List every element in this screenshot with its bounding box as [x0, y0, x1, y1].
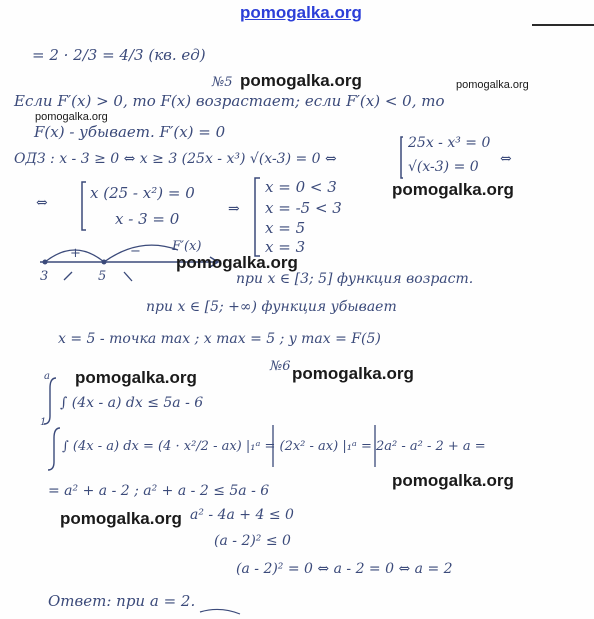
- line-decreasing-derivative: F(x) - убывает. F′(x) = 0: [34, 123, 226, 141]
- line-square: (a - 2)² ≤ 0: [214, 533, 291, 549]
- integral-upper-limit: a: [44, 371, 50, 382]
- watermark: pomogalka.org: [392, 471, 514, 490]
- watermark: pomogalka.org: [240, 71, 362, 90]
- line-solution: (a - 2)² = 0 ⇔ a - 2 = 0 ⇔ a = 2: [236, 561, 453, 577]
- tick-label-3: 3: [40, 269, 49, 284]
- system-brace-1: [401, 137, 403, 178]
- point-3: [43, 260, 48, 265]
- implies-sign: ⇒: [228, 201, 240, 217]
- integral-sign-2: [48, 428, 60, 470]
- line-max-point: x = 5 - точка max ; x max = 5 ; y max = F(5): [58, 331, 381, 347]
- watermark: pomogalka.org: [35, 111, 108, 123]
- line-area-result: = 2 · 2/3 = 4/3 (кв. ед): [32, 46, 206, 64]
- line-integral-evaluation: ∫ (4x - a) dx = (4 · x²/2 - ax) |₁ᵃ = (2x² - ax) |₁ᵃ = 2a² - a² - 2 + a =: [62, 439, 486, 454]
- watermark: pomogalka.org: [176, 253, 298, 272]
- line-inequality: ∫ (4x - a) dx ≤ 5a - 6: [60, 395, 204, 411]
- increase-arrow: [64, 272, 72, 280]
- sign-arc-minus: [104, 245, 178, 262]
- line-increasing-interval: при x ∈ [3; 5] функция возраст.: [236, 271, 474, 287]
- sign-minus: −: [130, 244, 141, 259]
- point-5: [102, 260, 107, 265]
- line-domain-equation: ОДЗ : x - 3 ≥ 0 ⇔ x ≥ 3 (25x - x³) √(x-3) = 0 ⇔: [14, 151, 337, 167]
- system-factor-eq: x (25 - x²) = 0: [90, 184, 195, 202]
- watermark: pomogalka.org: [292, 364, 414, 383]
- system-brace-3: [255, 178, 260, 256]
- tick-label-5: 5: [98, 269, 107, 284]
- line-decreasing-interval: при x ∈ [5; +∞) функция убывает: [146, 299, 397, 315]
- integral-lower-limit: 1: [40, 417, 47, 428]
- sign-plus: +: [70, 246, 81, 261]
- watermark: pomogalka.org: [75, 368, 197, 387]
- problem-number-6: №6: [270, 359, 291, 374]
- root-x-3: x = 3: [265, 238, 306, 256]
- root-x-0: x = 0 < 3: [265, 178, 337, 196]
- equivalence-sign-2: ⇔: [36, 195, 48, 211]
- decrease-arrow: [124, 272, 132, 281]
- bottom-scribble: [200, 609, 240, 614]
- line-quadratic: a² - 4a + 4 ≤ 0: [190, 507, 294, 523]
- root-x-5: x = 5: [265, 219, 306, 237]
- derivative-label: F′(x): [172, 239, 202, 254]
- system-root-eq: x - 3 = 0: [115, 210, 180, 228]
- line-monotonic-rule: Если F′(x) > 0, то F(x) возрастает; если F′(x) < 0, то: [14, 92, 445, 110]
- watermark: pomogalka.org: [60, 509, 182, 528]
- watermark-top-link[interactable]: pomogalka.org: [240, 3, 362, 22]
- line-answer: Ответ: при a = 2.: [48, 592, 196, 610]
- system-eq-1: 25x - x³ = 0: [408, 135, 491, 151]
- equivalence-sign-1: ⇔: [500, 151, 512, 167]
- root-x-minus-5: x = -5 < 3: [265, 199, 342, 217]
- system-eq-2: √(x-3) = 0: [408, 159, 479, 175]
- system-brace-2: [82, 182, 86, 230]
- watermark: pomogalka.org: [392, 180, 514, 199]
- watermark: pomogalka.org: [456, 79, 529, 91]
- problem-number-5: №5: [212, 75, 233, 90]
- line-simplified: = a² + a - 2 ; a² + a - 2 ≤ 5a - 6: [48, 483, 270, 499]
